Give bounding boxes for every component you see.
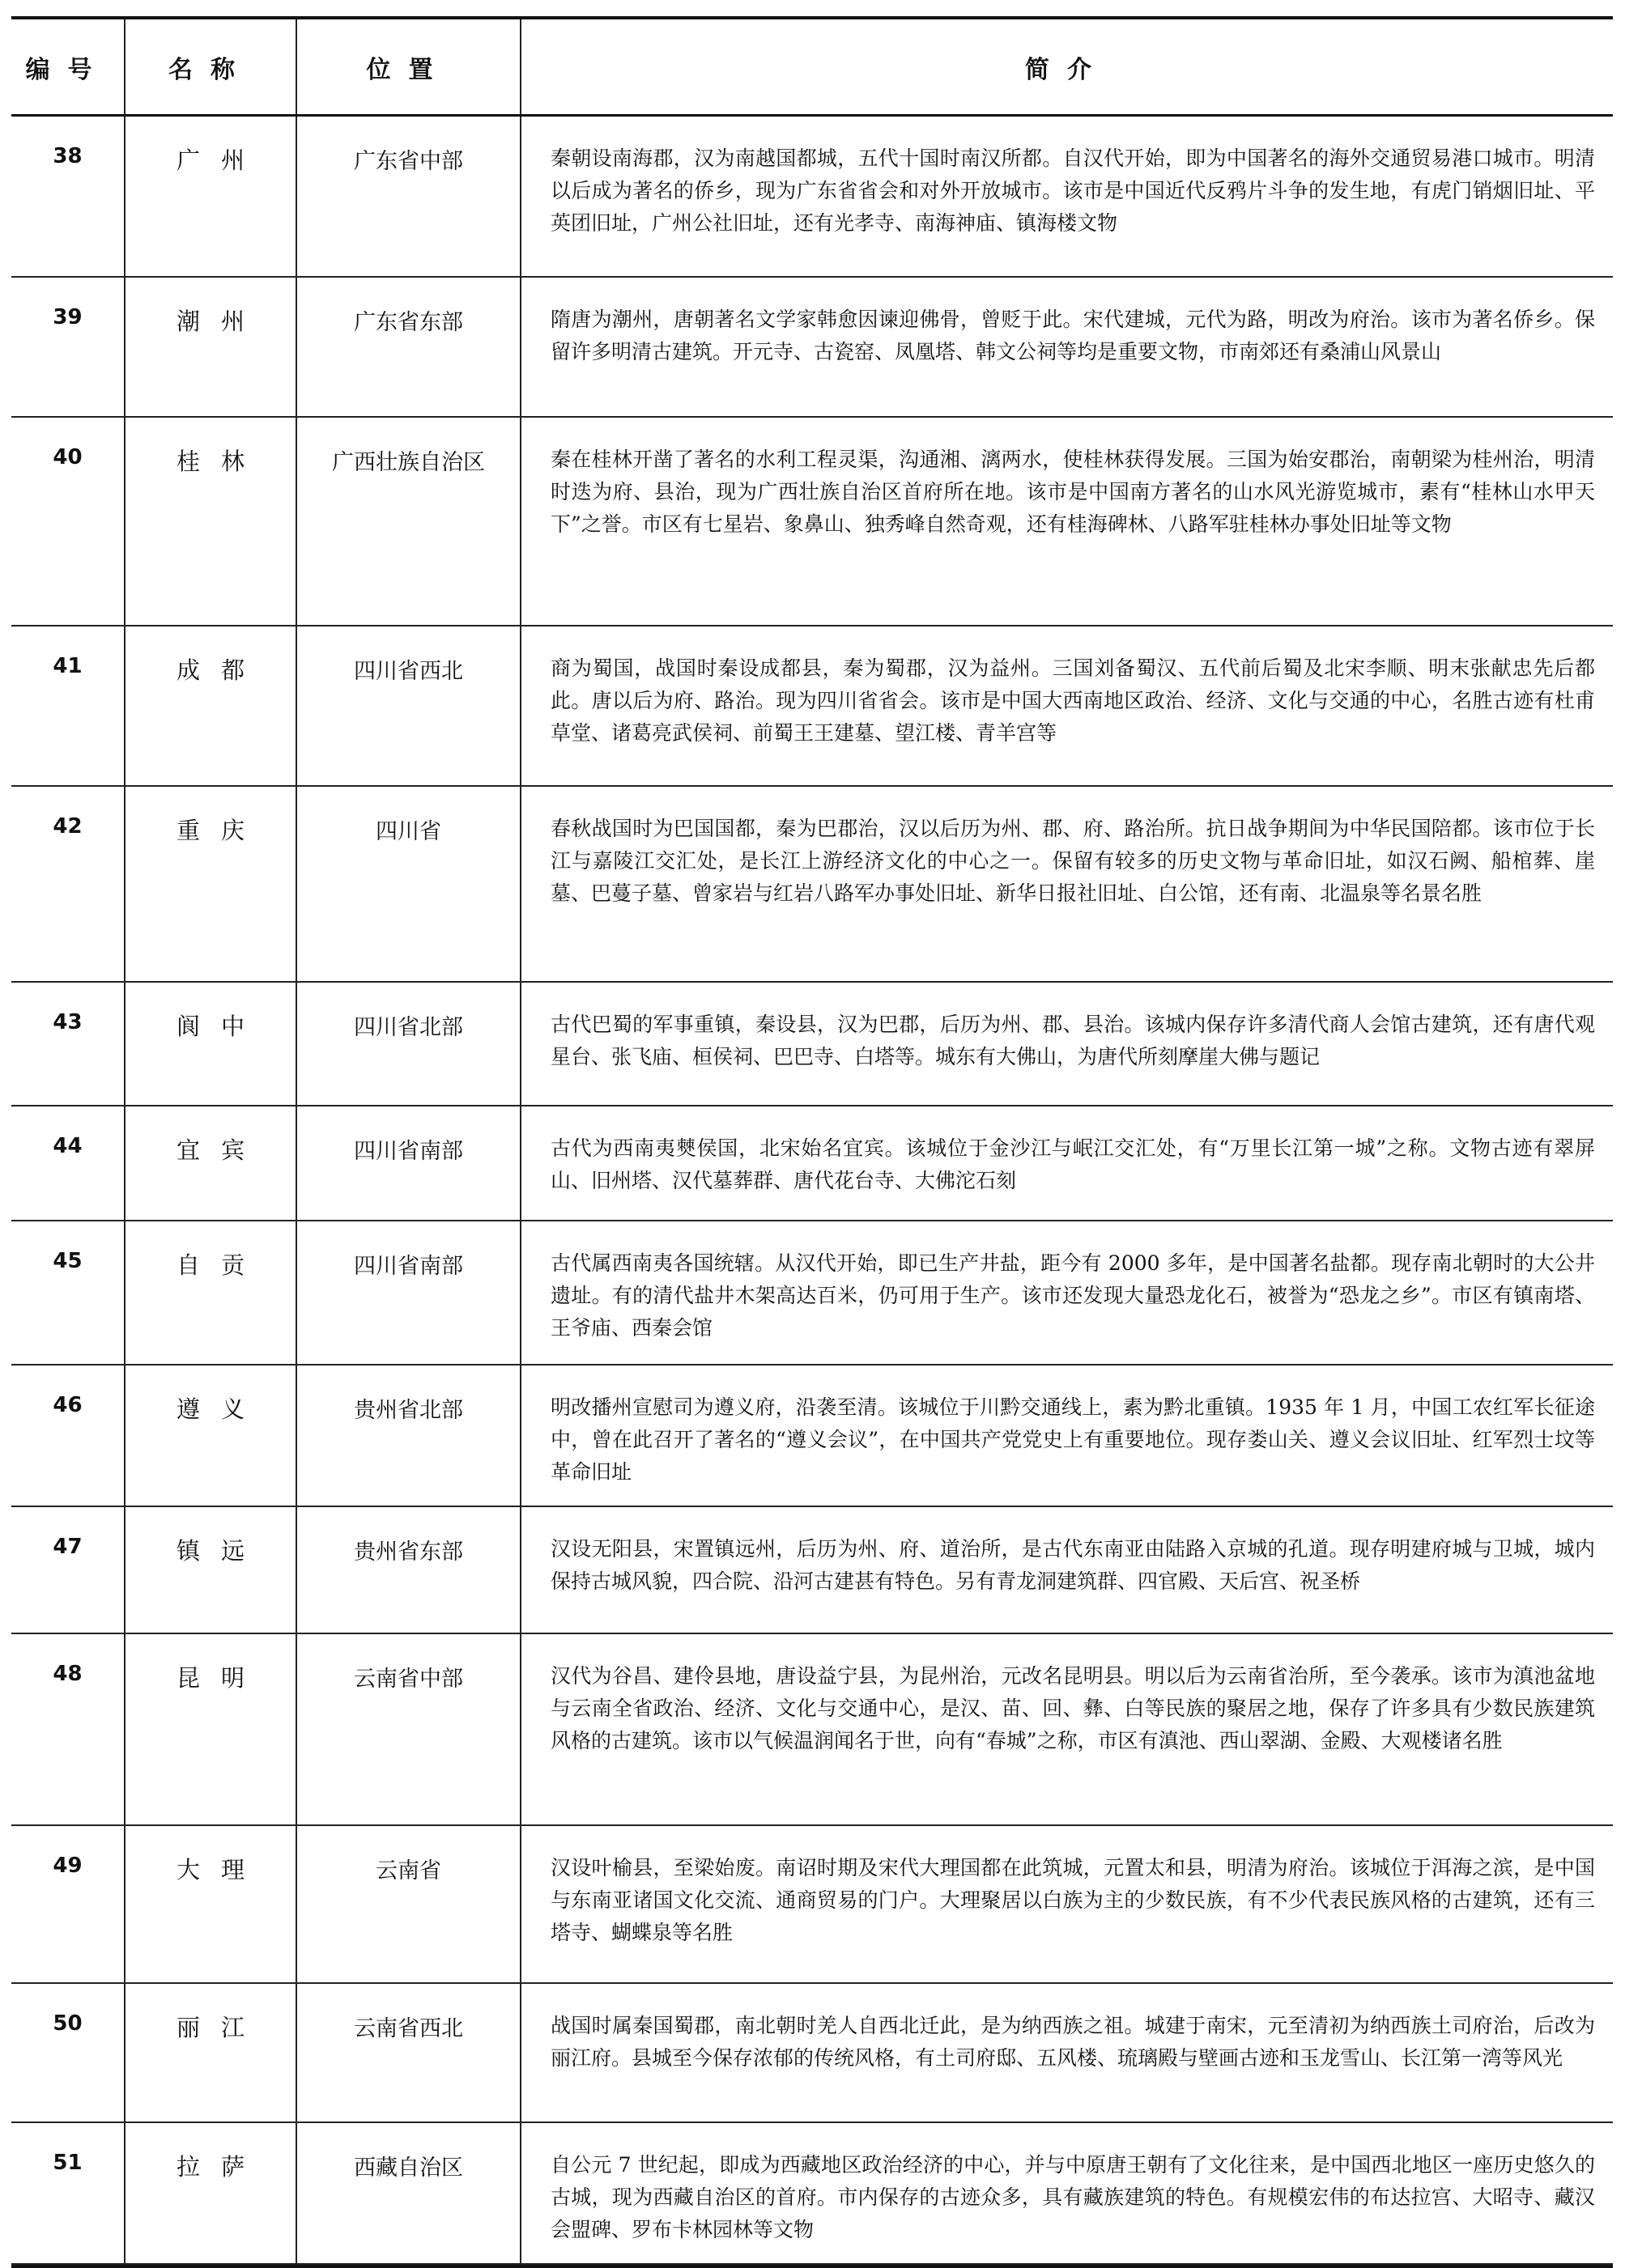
cell-description: 秦朝设南海郡，汉为南越国都城，五代十国时南汉所都。自汉代开始，即为中国著名的海外交通贸易港口城市。明清以后成为著名的侨乡，现为广东省省会和对外开放城市。该市是中国近代反鸦片斗争的发生地，有虎门销烟旧址、平英团旧址，广州公社旧址，还有光孝寺、南海神庙、镇海楼文物 [521,116,1613,277]
header-location: 位置 [296,19,521,116]
cell-num: 51 [11,2122,125,2264]
header-num: 编号 [11,19,125,116]
cell-num: 38 [11,116,125,277]
cell-name: 重庆 [125,786,296,982]
cell-location: 云南省西北 [296,1983,521,2122]
cell-num: 44 [11,1106,125,1221]
cell-num: 46 [11,1365,125,1506]
cell-num: 47 [11,1506,125,1633]
cell-description: 汉设叶榆县，至梁始废。南诏时期及宋代大理国都在此筑城，元置太和县，明清为府治。该城位于洱海之滨，是中国与东南亚诸国文化交流、通商贸易的门户。大理聚居以白族为主的少数民族，有不少代表民族风格的古建筑，还有三塔寺、蝴蝶泉等名胜 [521,1825,1613,1983]
table-row [11,1106,1613,1221]
cell-description: 汉设无阳县，宋置镇远州，后历为州、府、道治所，是古代东南亚由陆路入京城的孔道。现存明建府城与卫城，城内保持古城风貌，四合院、沿河古建甚有特色。另有青龙洞建筑群、四官殿、天后宫、祝圣桥 [521,1506,1613,1633]
table-row [11,2122,1613,2264]
cell-location: 贵州省北部 [296,1365,521,1506]
table-header [11,19,1613,116]
table-row [11,1633,1613,1825]
cell-location: 四川省南部 [296,1106,521,1221]
table-row [11,1825,1613,1983]
cell-name: 潮州 [125,277,296,417]
table-row [11,786,1613,982]
table-row [11,626,1613,786]
cell-name: 遵义 [125,1365,296,1506]
cell-name: 拉萨 [125,2122,296,2264]
cell-description: 明改播州宣慰司为遵义府，沿袭至清。该城位于川黔交通线上，素为黔北重镇。1935 年 1 月，中国工农红军长征途中，曾在此召开了著名的“遵义会议”，在中国共产党党史上有重要地位。现存娄山关、遵义会议旧址、红军烈士坟等革命旧址 [521,1365,1613,1506]
cell-num: 48 [11,1633,125,1825]
cell-num: 45 [11,1221,125,1365]
cell-location: 西藏自治区 [296,2122,521,2264]
cell-location: 四川省 [296,786,521,982]
cell-name: 昆明 [125,1633,296,1825]
cell-name: 桂林 [125,417,296,626]
cell-description: 汉代为谷昌、建伶县地，唐设益宁县，为昆州治，元改名昆明县。明以后为云南省治所，至今袭承。该市为滇池盆地与云南全省政治、经济、文化与交通中心，是汉、苗、回、彝、白等民族的聚居之地，保存了许多具有少数民族建筑风格的古建筑。该市以气候温润闻名于世，向有“春城”之称，市区有滇池、西山翠湖、金殿、大观楼诸名胜 [521,1633,1613,1825]
table-row [11,277,1613,417]
cell-name: 成都 [125,626,296,786]
cell-num: 41 [11,626,125,786]
cell-num: 39 [11,277,125,417]
cell-description: 战国时属秦国蜀郡，南北朝时羌人自西北迁此，是为纳西族之祖。城建于南宋，元至清初为纳西族土司府治，后改为丽江府。县城至今保存浓郁的传统风格，有土司府邸、五风楼、琉璃殿与壁画古迹和玉龙雪山、长江第一湾等风光 [521,1983,1613,2122]
table-row [11,1221,1613,1365]
cell-name: 广州 [125,116,296,277]
cell-name: 阆中 [125,982,296,1106]
cell-description: 自公元 7 世纪起，即成为西藏地区政治经济的中心，并与中原唐王朝有了文化往来，是中国西北地区一座历史悠久的古城，现为西藏自治区的首府。市内保存的古迹众多，具有藏族建筑的特色。有规模宏伟的布达拉宫、大昭寺、藏汉会盟碑、罗布卡林园林等文物 [521,2122,1613,2264]
table-row [11,417,1613,626]
cell-description: 古代巴蜀的军事重镇，秦设县，汉为巴郡，后历为州、郡、县治。该城内保存许多清代商人会馆古建筑，还有唐代观星台、张飞庙、桓侯祠、巴巴寺、白塔等。城东有大佛山，为唐代所刻摩崖大佛与题记 [521,982,1613,1106]
table-row [11,1365,1613,1506]
table-row [11,1506,1613,1633]
cell-num: 43 [11,982,125,1106]
cell-name: 丽江 [125,1983,296,2122]
cell-num: 50 [11,1983,125,2122]
cell-location: 四川省北部 [296,982,521,1106]
header-name: 名称 [125,19,296,116]
table-body [11,116,1613,2264]
cell-location: 四川省南部 [296,1221,521,1365]
cell-name: 大理 [125,1825,296,1983]
cell-description: 秦在桂林开凿了著名的水利工程灵渠，沟通湘、漓两水，使桂林获得发展。三国为始安郡治，南朝梁为桂州治，明清时迭为府、县治，现为广西壮族自治区首府所在地。该市是中国南方著名的山水风光游览城市，素有“桂林山水甲天下”之誉。市区有七星岩、象鼻山、独秀峰自然奇观，还有桂海碑林、八路军驻桂林办事处旧址等文物 [521,417,1613,626]
cell-num: 40 [11,417,125,626]
table-row [11,982,1613,1106]
cell-location: 广东省东部 [296,277,521,417]
cell-description: 隋唐为潮州，唐朝著名文学家韩愈因谏迎佛骨，曾贬于此。宋代建城，元代为路，明改为府治。该市为著名侨乡。保留许多明清古建筑。开元寺、古瓷窑、凤凰塔、韩文公祠等均是重要文物，市南郊还有桑浦山风景山 [521,277,1613,417]
cell-location: 广东省中部 [296,116,521,277]
cell-num: 49 [11,1825,125,1983]
historic-cities-table [11,19,1613,2265]
cell-location: 广西壮族自治区 [296,417,521,626]
cell-location: 云南省中部 [296,1633,521,1825]
city-table-sheet [11,16,1613,2268]
cell-num: 42 [11,786,125,982]
cell-name: 自贡 [125,1221,296,1365]
header-row [11,19,1613,116]
cell-location: 四川省西北 [296,626,521,786]
table-row [11,116,1613,277]
cell-name: 宜宾 [125,1106,296,1221]
cell-description: 古代为西南夷僰侯国，北宋始名宜宾。该城位于金沙江与岷江交汇处，有“万里长江第一城”之称。文物古迹有翠屏山、旧州塔、汉代墓葬群、唐代花台寺、大佛沱石刻 [521,1106,1613,1221]
cell-description: 商为蜀国，战国时秦设成都县，秦为蜀郡，汉为益州。三国刘备蜀汉、五代前后蜀及北宋李顺、明末张献忠先后都此。唐以后为府、路治。现为四川省省会。该市是中国大西南地区政治、经济、文化与交通的中心，名胜古迹有杜甫草堂、诸葛亮武侯祠、前蜀王王建墓、望江楼、青羊宫等 [521,626,1613,786]
cell-location: 云南省 [296,1825,521,1983]
table-row [11,1983,1613,2122]
cell-description: 古代属西南夷各国统辖。从汉代开始，即已生产井盐，距今有 2000 多年，是中国著名盐都。现存南北朝时的大公井遗址。有的清代盐井木架高达百米，仍可用于生产。该市还发现大量恐龙化石，被誉为“恐龙之乡”。市区有镇南塔、王爷庙、西秦会馆 [521,1221,1613,1365]
cell-location: 贵州省东部 [296,1506,521,1633]
header-description: 简介 [521,19,1613,116]
cell-name: 镇远 [125,1506,296,1633]
cell-description: 春秋战国时为巴国国都，秦为巴郡治，汉以后历为州、郡、府、路治所。抗日战争期间为中华民国陪都。该市位于长江与嘉陵江交汇处，是长江上游经济文化的中心之一。保留有较多的历史文物与革命旧址，如汉石阙、船棺葬、崖墓、巴蔓子墓、曾家岩与红岩八路军办事处旧址、新华日报社旧址、白公馆，还有南、北温泉等名景名胜 [521,786,1613,982]
